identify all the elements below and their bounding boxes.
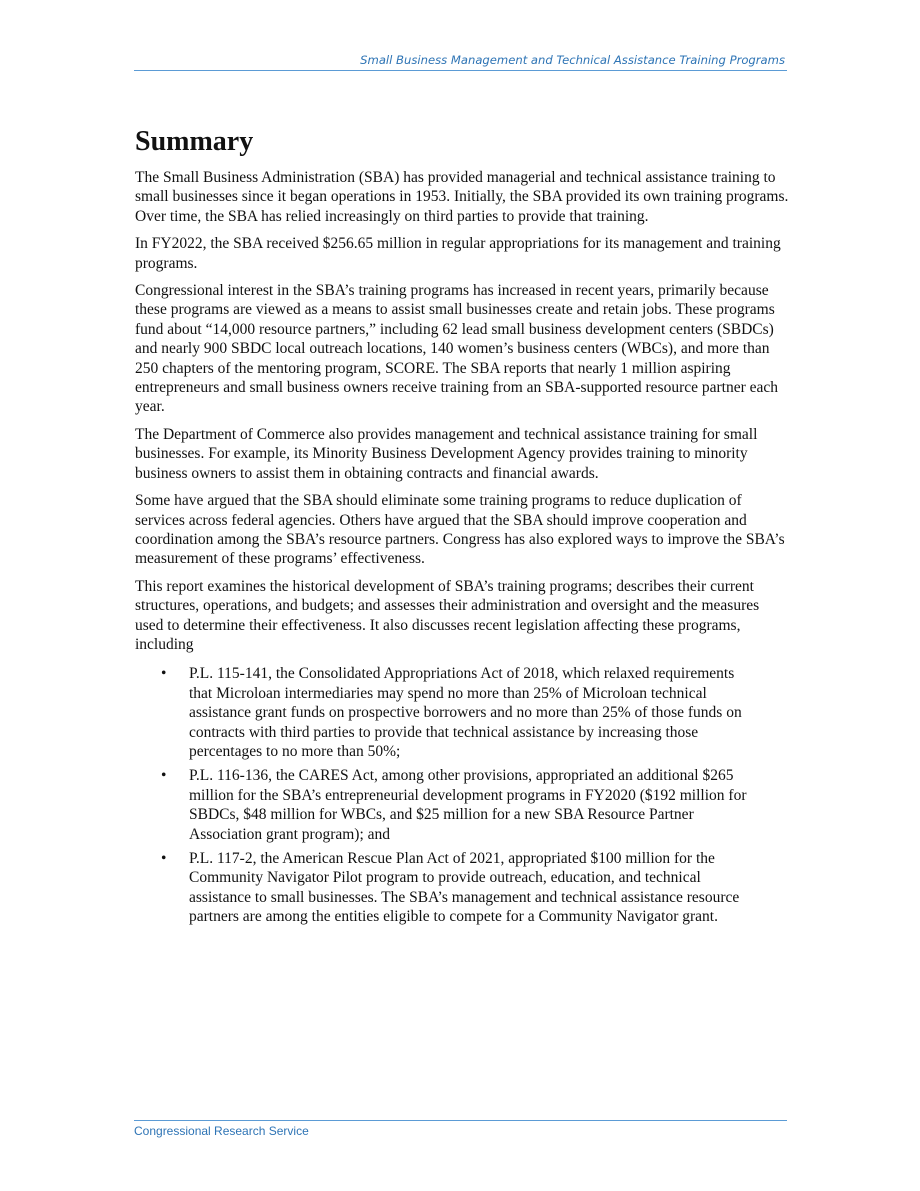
footer-source: Congressional Research Service: [134, 1124, 309, 1138]
paragraph-appropriations: In FY2022, the SBA received $256.65 million in regular appropriations for its management and training programs.: [135, 235, 781, 272]
bullet-icon: •: [161, 850, 167, 867]
list-item: [135, 766, 749, 844]
page-header: [134, 52, 787, 71]
paragraph-report-scope: This report examines the historical development of SBA’s training programs; describes their current structures, operations, and budgets; and assesses their administration and oversight and the measures used to determine their effectiveness. It also discusses recent legislation affecting these programs, including: [135, 577, 760, 653]
paragraph-congressional-interest: Congressional interest in the SBA’s training programs has increased in recent years, primarily because these programs are viewed as a means to assist small businesses create and retain jobs. These programs fund about “14,000 resource partners,” including 62 lead small business development centers (SBDCs) and nearly 900 SBDC local outreach locations, 140 women’s business centers (WBCs), and more than 250 chapters of the mentoring program, SCORE. The SBA reports that nearly 1 million aspiring entrepreneurs and small business owners receive training from an SBA-supported resource partner each year.: [135, 282, 779, 416]
list-item: [135, 849, 749, 927]
paragraph-arguments: Some have argued that the SBA should eliminate some training programs to reduce duplication of services across federal agencies. Others have argued that the SBA should improve cooperation and coordination among the SBA’s resource partners. Congress has also explored ways to improve the SBA’s measurement of these programs’ effectiveness.: [135, 492, 785, 568]
page-footer: [134, 1120, 787, 1138]
summary-heading: Summary: [135, 126, 254, 157]
list-item-text: P.L. 117-2, the American Rescue Plan Act of 2021, appropriated $100 million for the Community Navigator Pilot program to provide outreach, education, and technical assistance to small businesses. The SBA’s management and technical assistance resource partners are among the entities eligible to compete for a Community Navigator grant.: [189, 850, 740, 926]
running-title: Small Business Management and Technical Assistance Training Programs: [360, 53, 785, 67]
list-item-text: P.L. 116-136, the CARES Act, among other provisions, appropriated an additional $265 million for the SBA’s entrepreneurial development programs in FY2020 ($192 million for SBDCs, $48 million for WBCs, and $25 million for a new SBA Resource Partner Association grant program); and: [189, 767, 747, 843]
list-item: [135, 664, 749, 761]
paragraph-commerce: The Department of Commerce also provides management and technical assistance training for small businesses. For example, its Minority Business Development Agency provides training to minority business owners to assist them in obtaining contracts and financial awards.: [135, 425, 758, 482]
list-item-text: P.L. 115-141, the Consolidated Appropriations Act of 2018, which relaxed requirements that Microloan intermediaries may spend no more than 25% of Microloan technical assistance grant funds on prospective borrowers and no more than 25% of those funds on contracts with third parties to provide that technical assistance by increasing those percentages to no more than 50%;: [189, 665, 742, 760]
bullet-icon: •: [161, 767, 167, 785]
legislation-list: [135, 664, 790, 926]
summary-section: [135, 126, 790, 932]
bullet-icon: •: [161, 665, 167, 683]
paragraph-history: The Small Business Administration (SBA) has provided managerial and technical assistance training to small businesses since it began operations in 1953. Initially, the SBA provided its own training programs. Over time, the SBA has relied increasingly on third parties to provide that training.: [135, 169, 789, 225]
